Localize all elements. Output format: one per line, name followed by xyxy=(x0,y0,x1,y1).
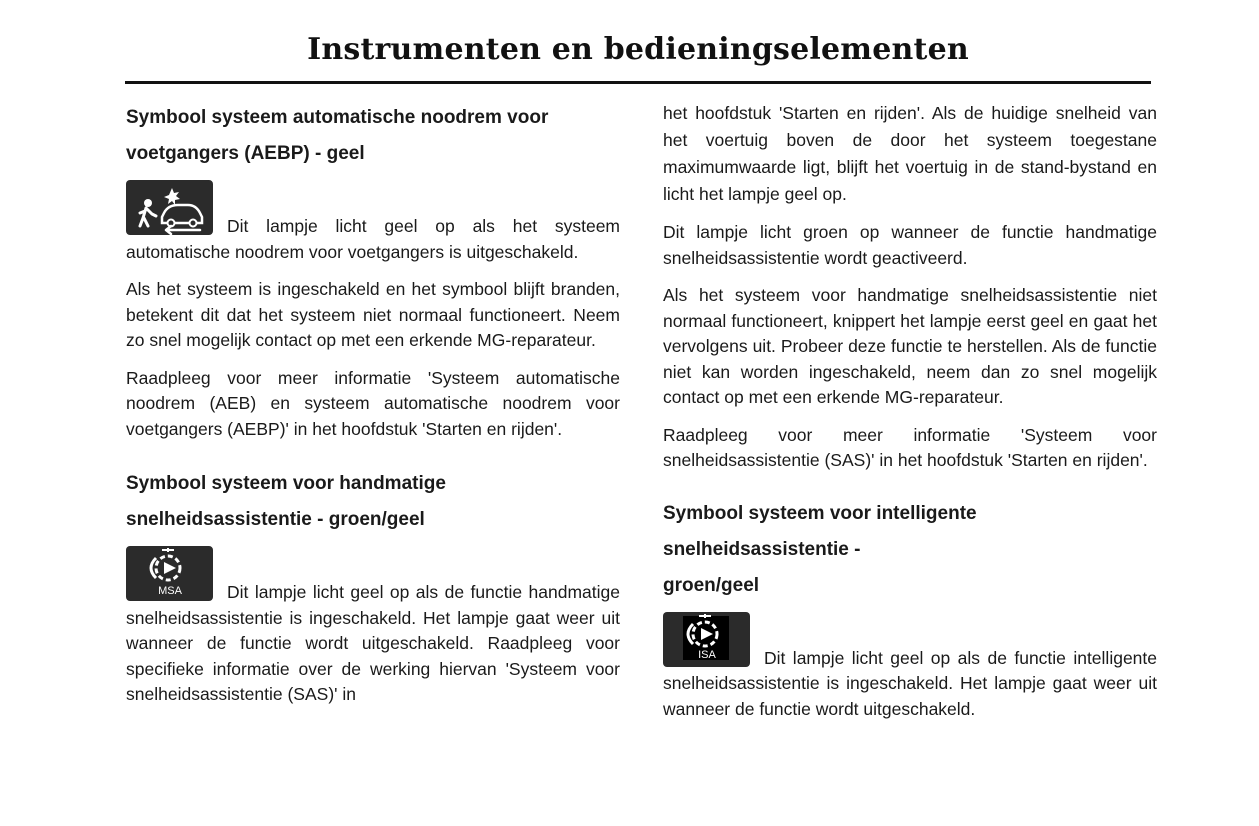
section-aebp xyxy=(126,100,620,442)
section-msa xyxy=(126,466,620,708)
icon-paragraph xyxy=(126,180,620,265)
section-isa xyxy=(663,496,1157,723)
section-heading: snelheidsassistentie - groen/geel xyxy=(126,509,425,530)
icon-paragraph xyxy=(663,612,1157,723)
paragraph: Raadpleeg voor meer informatie 'Systeem automatische noodrem (AEB) en systeem automatische noodrem voor voetgangers (AEBP)' in het hoofdstuk 'Starten en rijden'. xyxy=(126,367,620,439)
section-heading: Symbool systeem automatische noodrem voor xyxy=(126,107,549,128)
pedestrian-brake-icon xyxy=(126,180,213,235)
section-heading: voetgangers (AEBP) - geel xyxy=(126,143,365,164)
left-column xyxy=(126,100,620,720)
icon-description: Dit lampje licht geel op als de functie handmatige snelheidsassistentie is ingeschakeld. Het lampje gaat weer uit wanneer de functie wordt uitgeschakeld. Raadpleeg voor specifieke informatie over de werking hiervan 'Systeem voor snelheidsassistentie (SAS)' in xyxy=(126,582,620,704)
icon-label: MSA xyxy=(158,585,182,597)
icon-paragraph xyxy=(126,546,620,708)
section-heading: Symbool systeem voor intelligente snelheidsassistentie - xyxy=(663,502,977,560)
section-heading: groen/geel xyxy=(663,574,760,596)
paragraph: Dit lampje licht groen op wanneer de functie handmatige snelheidsassistentie wordt geactiveerd. xyxy=(663,222,1157,268)
icon-description: Dit lampje licht geel op als de functie intelligente snelheidsassistentie is ingeschakeld. Het lampje gaat weer uit wanneer de functie wordt uitgeschakeld. xyxy=(663,647,1157,719)
right-column xyxy=(663,100,1157,734)
paragraph: Raadpleeg voor meer informatie 'Systeem voor snelheidsassistentie (SAS)' in het hoofdstuk 'Starten en rijden'. xyxy=(663,424,1157,470)
section-heading: Symbool systeem voor handmatige xyxy=(126,473,446,494)
page-title: Instrumenten en bedieningselementen xyxy=(307,32,969,67)
paragraph: Als het systeem voor handmatige snelheidsassistentie niet normaal functioneert, knippert het lampje eerst geel en gaat het vervolgens uit. Probeer deze functie te herstellen. Als de functie niet kan worden ingeschakeld, neem dan zo snel mogelijk contact op met een erkende MG-reparateur. xyxy=(663,285,1157,407)
paragraph: het hoofdstuk 'Starten en rijden'. Als de huidige snelheid van het voertuig boven de door het systeem toegestane maximumwaarde ligt, blijft het voertuig in de stand-bystand en licht het lampje geel op. xyxy=(663,103,1157,204)
speed-assist-msa-icon xyxy=(126,546,213,601)
speed-assist-isa-icon xyxy=(663,612,750,667)
icon-label: ISA xyxy=(698,648,716,661)
title-divider xyxy=(125,81,1151,84)
paragraph: Als het systeem is ingeschakeld en het symbool blijft branden, betekent dit dat het systeem niet normaal functioneert. Neem zo snel mogelijk contact op met een erkende MG-reparateur. xyxy=(126,279,620,350)
icon-description: Dit lampje licht geel op als het systeem automatische noodrem voor voetgangers is uitgeschakeld. xyxy=(126,216,620,262)
